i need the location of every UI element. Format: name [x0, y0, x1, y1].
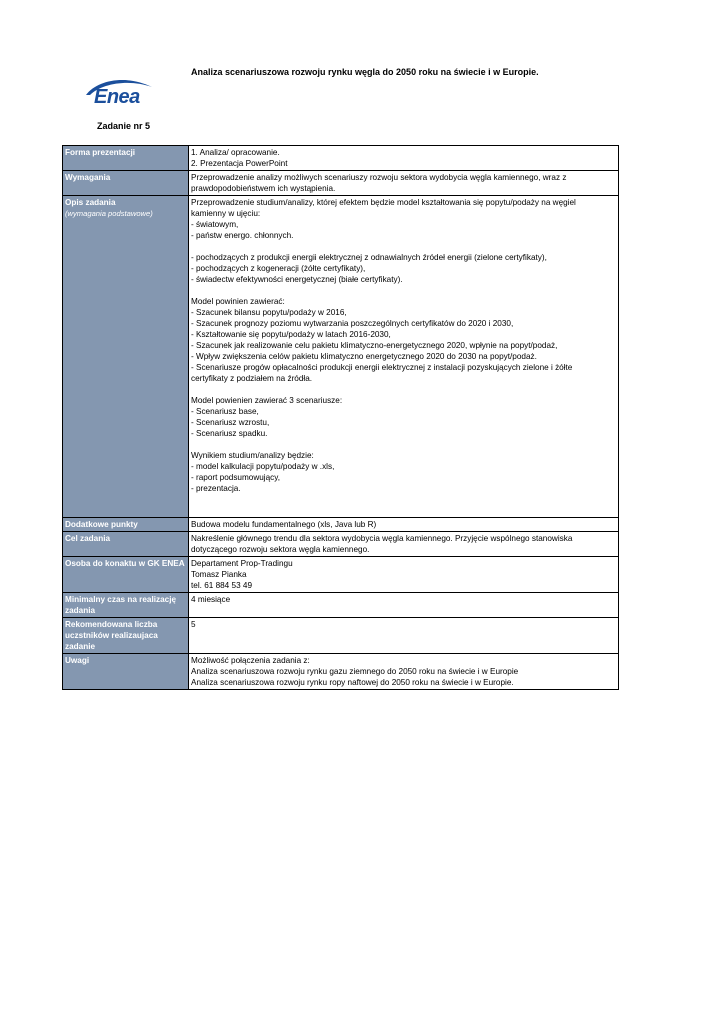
row-label-cell — [63, 618, 189, 654]
value-line: - prezentacja. — [191, 484, 241, 493]
row-label-cell — [63, 196, 189, 518]
table-row — [63, 618, 619, 654]
value-line: Przeprowadzenie analizy możliwych scenariuszy rozwoju sektora wydobycia węgla kamiennego, wraz z — [191, 173, 567, 182]
value-line: - Scenariusz spadku. — [191, 429, 268, 438]
row-value-cell — [189, 654, 619, 690]
value-line: 1. Analiza/ opracowanie. — [191, 148, 280, 157]
value-line: - Wpływ zwiększenia celów pakietu klimatyczno energetycznego 2020 do 2030 na popyt/podaż. — [191, 352, 537, 361]
value-line: - Scenariusze progów opłacalności produkcji energii elektrycznej z instalacji pozyskujących zielone i żółte — [191, 363, 573, 372]
value-line: - Szacunek prognozy poziomu wytwarzania poszczególnych certyfikatów do 2020 i 2030, — [191, 319, 514, 328]
row-label-cell — [63, 171, 189, 196]
table-row — [63, 196, 619, 518]
value-line: dotyczącego rozwoju sektora węgla kamiennego. — [191, 545, 370, 554]
value-line: Departament Prop-Tradingu — [191, 559, 293, 568]
table-row — [63, 171, 619, 196]
row-label-cell — [63, 518, 189, 532]
value-line — [191, 630, 616, 641]
value-line: Przeprowadzenie studium/analizy, której efektem będzie model kształtowania się popytu/podaży na węgiel — [191, 198, 576, 207]
row-label: Opis zadania — [65, 198, 116, 207]
value-line: Model powinien zawierać: — [191, 297, 285, 306]
row-sublabel: (wymagania podstawowe) — [65, 209, 153, 218]
value-line — [191, 641, 616, 652]
value-line: - państw energo. chłonnych. — [191, 231, 294, 240]
value-line: Model powienien zawierać 3 scenariusze: — [191, 396, 343, 405]
row-value-cell — [189, 171, 619, 196]
task-details-table — [62, 145, 619, 690]
table-row — [63, 654, 619, 690]
row-label-cell — [63, 557, 189, 593]
row-label: Osoba do konaktu w GK ENEA — [65, 559, 185, 568]
row-label: Wymagania — [65, 173, 111, 182]
value-line: Nakreślenie głównego trendu dla sektora wydobycia węgla kamiennego. Przyjęcie wspólnego stanowiska — [191, 534, 573, 543]
value-line: - Scenariusz base, — [191, 407, 259, 416]
row-value-cell — [189, 146, 619, 171]
value-line: Analiza scenariuszowa rozwoju rynku gazu ziemnego do 2050 roku na świecie i w Europie — [191, 667, 519, 676]
value-line: kamienny w ujęciu: — [191, 209, 261, 218]
value-line: - model kalkulacji popytu/podaży w .xls, — [191, 462, 335, 471]
row-label-cell — [63, 593, 189, 618]
value-line: Możliwość połączenia zadania z: — [191, 656, 310, 665]
value-line: Analiza scenariuszowa rozwoju rynku ropy naftowej do 2050 roku na świecie i w Europie. — [191, 678, 514, 687]
value-line: - pochodzących z kogeneracji (żółte certyfikaty), — [191, 264, 366, 273]
value-line: certyfikaty z podziałem na źródła. — [191, 374, 313, 383]
row-label: Rekomendowana liczba uczstników realizaujaca zadanie — [65, 620, 158, 651]
row-value-cell — [189, 518, 619, 532]
value-line: tel. 61 884 53 49 — [191, 581, 253, 590]
value-line: Wynikiem studium/analizy będzie: — [191, 451, 314, 460]
value-line: Tomasz Pianka — [191, 570, 247, 579]
row-value-cell — [189, 618, 619, 654]
table-body — [63, 146, 619, 690]
value-line: - światowym, — [191, 220, 239, 229]
value-line: 2. Prezentacja PowerPoint — [191, 159, 288, 168]
value-line — [191, 285, 616, 296]
task-number-label: Zadanie nr 5 — [97, 121, 151, 131]
table-row — [63, 532, 619, 557]
table-row — [63, 146, 619, 171]
row-value-cell — [189, 532, 619, 557]
row-label: Uwagi — [65, 656, 90, 665]
value-line: - raport podsumowujący, — [191, 473, 281, 482]
value-line: - świadectw efektywności energetycznej (białe certyfikaty). — [191, 275, 403, 284]
row-value-cell — [189, 557, 619, 593]
row-label: Cel zadania — [65, 534, 111, 543]
table-row — [63, 518, 619, 532]
value-line: - pochodzących z produkcji energii elektrycznej z odnawialnych źródeł energii (zielone certyfikaty), — [191, 253, 547, 262]
row-value-cell — [189, 593, 619, 618]
row-label: Dodatkowe punkty — [65, 520, 138, 529]
table-row — [63, 593, 619, 618]
value-line — [191, 439, 616, 450]
value-line — [191, 605, 616, 616]
document-title: Analiza scenariuszowa rozwoju rynku węgla do 2050 roku na świecie i w Europie. — [191, 67, 539, 77]
value-line — [191, 384, 616, 395]
value-line: 5 — [191, 620, 196, 629]
value-line: - Szacunek jak realizowanie celu pakietu klimatyczno-energetycznego 2020, wpłynie na popyt/podaż, — [191, 341, 558, 350]
value-line: prawdopodobieństwem ich wystąpienia. — [191, 184, 336, 193]
row-label: Forma prezentacji — [65, 148, 136, 157]
row-value-cell — [189, 196, 619, 518]
value-line — [191, 241, 616, 252]
row-label-cell — [63, 146, 189, 171]
value-line — [191, 494, 616, 505]
row-label-cell — [63, 532, 189, 557]
table-row — [63, 557, 619, 593]
value-line: - Szacunek bilansu popytu/podaży w 2016, — [191, 308, 347, 317]
logo-wordmark: Enea — [94, 86, 140, 108]
row-label: Minimalny czas na realizację zadania — [65, 595, 177, 615]
value-line — [191, 505, 616, 516]
value-line: 4 miesiące — [191, 595, 231, 604]
row-label-cell — [63, 654, 189, 690]
value-line: Budowa modelu fundamentalnego (xls, Java lub R) — [191, 520, 377, 529]
value-line: - Scenariusz wzrostu, — [191, 418, 270, 427]
value-line: - Kształtowanie się popytu/podaży w latach 2016-2030, — [191, 330, 391, 339]
